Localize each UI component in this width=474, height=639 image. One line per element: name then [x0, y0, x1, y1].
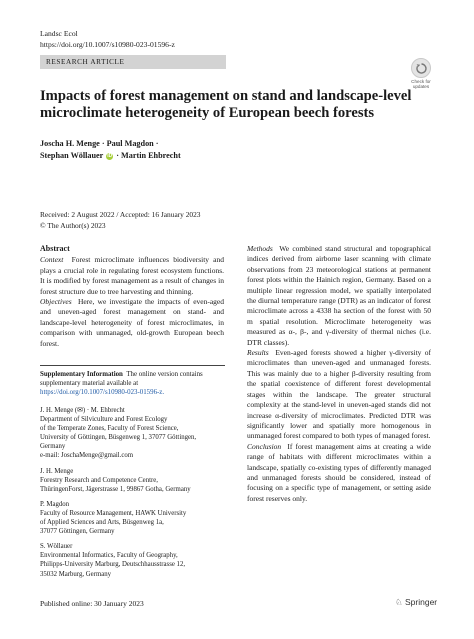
check-for-updates-badge[interactable] — [404, 58, 438, 89]
springer-horse-icon: ♘ — [395, 597, 403, 607]
supplementary-link[interactable]: https://doi.org/10.1007/s10980-023-01596-z. — [40, 389, 165, 397]
journal-header — [40, 29, 175, 50]
article-dates — [40, 210, 201, 231]
abstract-context: Context Forest microclimate influences biodiversity and plays a crucial role in regulating forest ecosystem functions. It is modified by forest management as a result of changes in forest structure due to tree harvesting and thinning. — [40, 255, 225, 296]
affiliation-block: J. H. Menge Forestry Research and Competence Centre, ThüringenForst, Jägerstrasse 1, 99867 Gotha, Germany — [40, 467, 191, 493]
published-online: Published online: 30 January 2023 — [40, 599, 144, 608]
article-type-banner: RESEARCH ARTICLE — [40, 55, 226, 69]
journal-name: Landsc Ecol — [40, 29, 78, 38]
abstract-objectives: Objectives Here, we investigate the impacts of even-aged and uneven-aged forest management on stand- and landscape-level heterogeneity of forest microclimates, in comparison with unmanaged, old-growth European beech forest. — [40, 297, 225, 348]
publisher-name: Springer — [405, 597, 438, 607]
authors-line-1: Joscha H. Menge · Paul Magdon · — [40, 139, 159, 148]
author-email[interactable]: e-mail: JoschaMenge@gmail.com — [40, 452, 134, 460]
affiliation-block: J. H. Menge (✉) · M. Ehbrecht Department of Silviculture and Forest Ecology of the Temperate Zones, Faculty of Forest Science, University of Göttingen, Büsgenweg 1, 37077 Göttingen, Germany e-mail: JoschaMenge@gmail.com — [40, 406, 224, 461]
supplementary-info: Supplementary Information The online version contains supplementary material available at https://doi.org/10.1007/s10980-023-01596-z. — [40, 371, 203, 397]
abstract-left-column — [40, 244, 224, 349]
article-title: Impacts of forest management on stand and landscape-level microclimate heterogeneity of European beech forests — [40, 88, 412, 121]
abstract-methods: Methods We combined stand structural and topographical indices derived from airborne laser scanning with climate observations from 23 meteorological stations at permanent forest plots within the Hainich region, Germany. Based on a multiple linear regression model, we spatially interpolated the diurnal temperature range (DTR) as an indicator of forest microclimate across a 4338 ha section of the forest with 50 m spatial resolution. Microclimate heterogeneity was measured as α-, β-, and γ-diversity of thermal niches (i.e. DTR classes). — [247, 244, 432, 347]
abstract-results: Results Even-aged forests showed a higher γ-diversity of microclimates than uneven-aged and unmanaged forests. This was mainly due to a higher β-diversity resulting from the spatial coexistence of different forest developmental stages within the landscape. The greater structural complexity at the stand-level in uneven-aged stands did not increase α-diversity of microclimates. Predicted DTR was significantly lower and spatially more homogenous in unmanaged forest compared to both types of managed forest. — [247, 348, 431, 441]
affiliations — [40, 406, 224, 585]
abstract-conclusion: Conclusion If forest management aims at creating a wide range of habitats with different microclimates within a landscape, spatially co-existing types of differently managed and unmanaged forests should be considered, instead of focusing on a specific type of management, or setting aside forest reserves only. — [247, 441, 432, 503]
orcid-icon[interactable]: iD — [107, 152, 113, 159]
abstract-right-column — [247, 244, 431, 504]
publisher-logo — [395, 597, 437, 608]
check-updates-label: Check for updates — [411, 79, 431, 90]
check-updates-icon — [411, 58, 431, 78]
received-accepted: Received: 2 August 2022 / Accepted: 16 January 2023 — [40, 210, 201, 219]
affiliation-block: P. Magdon Faculty of Resource Management, HAWK University of Applied Sciences and Arts, Büsgenweg 1a, 37077 Göttingen, Germany — [40, 500, 187, 536]
author-list — [40, 138, 290, 161]
copyright: © The Author(s) 2023 — [40, 220, 106, 230]
authors-line-2: Stephan Wöllauer iD · Martin Ehbrecht — [40, 150, 181, 160]
affiliation-block: S. Wöllauer Environmental Informatics, Faculty of Geography, Philipps-University Marburg, Deutschhausstrasse 12, 35032 Marburg, Germany — [40, 543, 186, 578]
abstract-heading: Abstract — [40, 244, 70, 253]
journal-doi[interactable]: https://doi.org/10.1007/s10980-023-01596-z — [40, 39, 175, 49]
section-divider — [40, 365, 225, 366]
